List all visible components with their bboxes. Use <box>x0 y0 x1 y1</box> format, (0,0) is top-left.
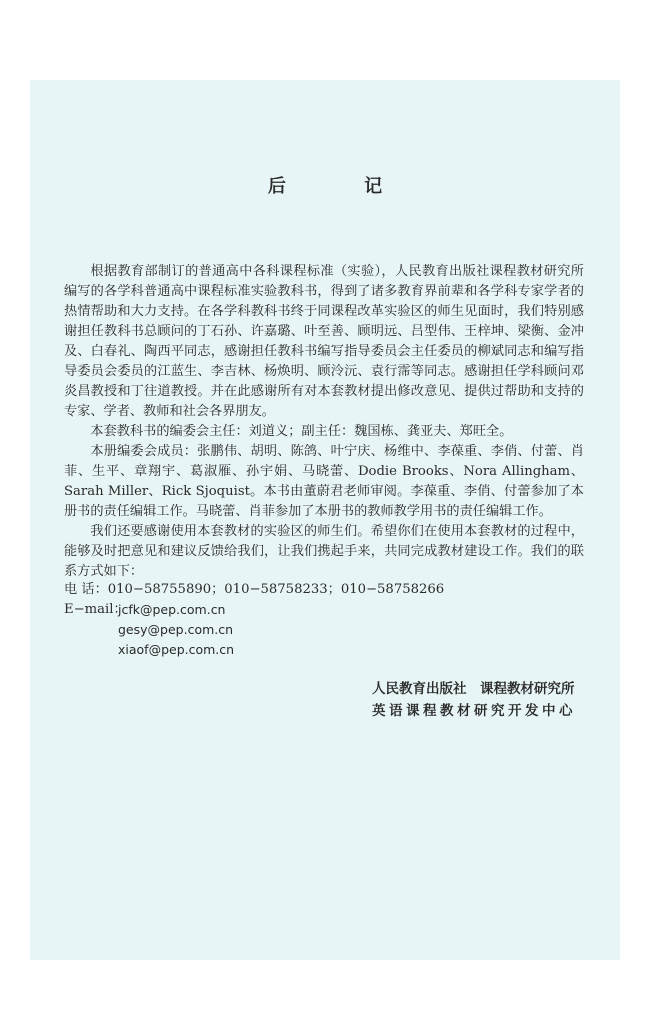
email-address[interactable]: gesy@pep.com.cn <box>118 622 234 637</box>
phone-row <box>64 580 444 600</box>
phone-numbers: 010−58755890；010−58758233；010−58758266 <box>107 582 445 597</box>
paragraph-volume-members: 本册编委会成员：张鹏伟、胡明、陈鸽、叶宁庆、杨维中、李葆重、李俏、付蕾、肖菲、生平、章翔宇、葛淑雁、孙宇娟、马晓蕾、Dodie Brooks、Nora Allingham、Sarah Miller、Rick Sjoquist。本书由董蔚君老师审阅。李葆重、李俏、付蕾参加了本册书的责任编辑工作。马晓蕾、肖菲参加了本册书的教师教学用书的责任编辑工作。 <box>64 444 584 519</box>
signature-center: 英语课程教材研究开发中心 <box>372 703 576 719</box>
phone-label: 电 话： <box>64 582 108 597</box>
afterword-body <box>64 262 584 582</box>
signature-block <box>372 678 576 722</box>
contact-info <box>64 580 445 657</box>
signature-publisher: 人民教育出版社 课程教材研究所 <box>372 681 575 697</box>
paragraph-acknowledgements: 根据教育部制订的普通高中各科课程标准（实验），人民教育出版社课程教材研究所编写的各学科普通高中课程标准实验教科书，得到了诸多教育界前辈和各学科专家学者的热情帮助和大力支持。在各学科教科书终于同课程改革实验区的师生见面时，我们特别感谢担任教科书总顾问的丁石孙、许嘉璐、叶至善、顾明远、吕型伟、王梓坤、梁衡、金冲及、白春礼、陶西平同志，感谢担任教科书编写指导委员会主任委员的柳斌同志和编写指导委员会委员的江蓝生、李吉林、杨焕明、顾泠沅、袁行霈等同志。感谢担任学科顾问邓炎昌教授和丁往道教授。并在此感谢所有对本套教材提出修改意见、提供过帮助和支持的专家、学者、教师和社会各界朋友。 <box>64 264 584 419</box>
email-address[interactable]: jcfk@pep.com.cn <box>118 602 226 617</box>
email-list <box>118 600 234 660</box>
paragraph-editorial-board: 本套教科书的编委会主任：刘道义；副主任：魏国栋、龚亚夫、郑旺全。 <box>90 424 513 439</box>
email-label: E−mail： <box>64 602 127 617</box>
paragraph-thanks-teachers: 我们还要感谢使用本套教材的实验区的师生们。希望你们在使用本套教材的过程中，能够及时把意见和建议反馈给我们，让我们携起手来，共同完成教材建设工作。我们的联系方式如下： <box>64 524 584 579</box>
email-address[interactable]: xiaof@pep.com.cn <box>118 642 235 657</box>
page-title: 后 记 <box>267 176 419 197</box>
